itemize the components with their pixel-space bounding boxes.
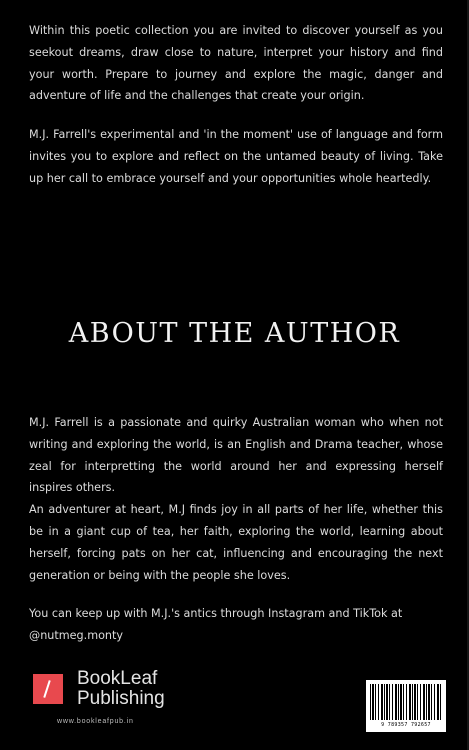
bio-paragraph: M.J. Farrell is a passionate and quirky Australian woman who when not writing and exploring the world, is an English and Drama teacher, whose zeal for interpretting the world around her and expressing herself inspires others. <box>29 416 443 495</box>
blurb-paragraph: Within this poetic collection you are invited to discover yourself as you seekout dreams, draw close to nature, interpret your history and find your worth. Prepare to journey and explore the magic, danger and adventure of life and the challenges that create your origin. <box>29 24 443 103</box>
bio-social-paragraph: You can keep up with M.J.'s antics through Instagram and TikTok at @nutmeg.monty <box>29 607 403 643</box>
author-bio <box>29 412 443 647</box>
isbn-barcode <box>366 680 446 732</box>
barcode-bars <box>370 684 442 720</box>
bio-paragraph: An adventurer at heart, M.J finds joy in all parts of her life, whether this be in a giant cup of tea, her faith, exploring the world, learning about herself, forcing pats on her cat, influencing and encouraging the next generation or being with the people she loves. <box>29 503 443 582</box>
publisher-name <box>77 669 227 709</box>
book-blurb <box>29 20 443 207</box>
bookleaf-logo-icon <box>33 674 63 704</box>
publisher-name-line2: Publishing <box>77 688 165 709</box>
about-author-heading: ABOUT THE AUTHOR <box>68 318 401 349</box>
publisher-name-line1: BookLeaf <box>77 668 158 689</box>
barcode-number: 9 789357 792657 <box>381 722 431 728</box>
blurb-paragraph: M.J. Farrell's experimental and 'in the moment' use of language and form invites you to explore and reflect on the untamed beauty of living. Take up her call to embrace yourself and your opportunities whole heartedly. <box>29 128 443 185</box>
publisher-url: www.bookleafpub.in <box>57 718 134 725</box>
